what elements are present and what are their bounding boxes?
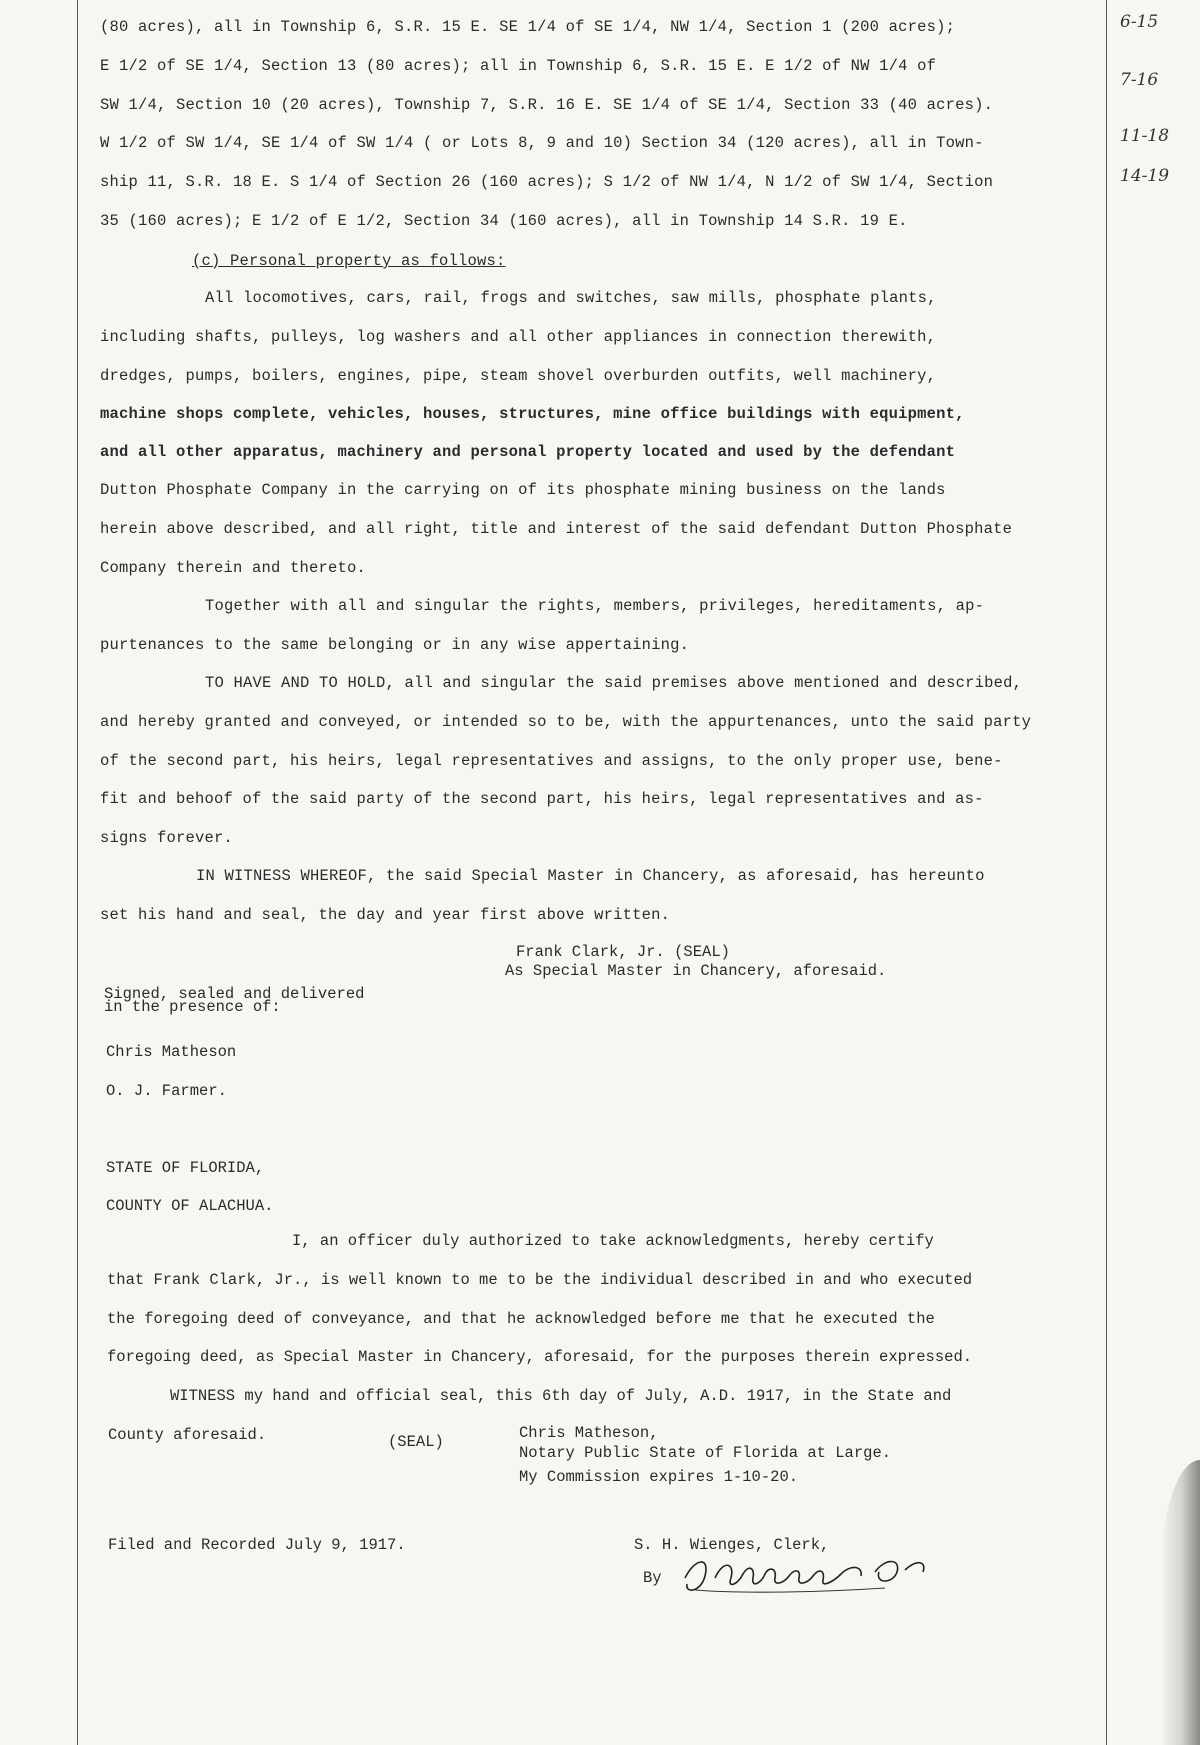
body-line: set his hand and seal, the day and year first above written. <box>100 906 671 924</box>
body-line: purtenances to the same belonging or in any wise appertaining. <box>100 636 690 654</box>
left-margin-rule <box>77 0 78 1745</box>
body-line: ship 11, S.R. 18 E. S 1/4 of Section 26 (160 acres); S 1/2 of NW 1/4, N 1/2 of SW 1/4, Section <box>100 173 994 191</box>
body-line: IN WITNESS WHEREOF, the said Special Master in Chancery, as aforesaid, has hereunto <box>196 867 985 885</box>
signer-title: As Special Master in Chancery, aforesaid. <box>505 962 887 980</box>
body-line: machine shops complete, vehicles, houses, structures, mine office buildings with equipment, <box>100 405 965 423</box>
body-line: including shafts, pulleys, log washers and all other appliances in connection therewith, <box>100 328 937 346</box>
witness-caption-line2: in the presence of: <box>104 998 281 1016</box>
body-line: and all other apparatus, machinery and personal property located and used by the defendant <box>100 443 956 461</box>
section-heading: (c) Personal property as follows: <box>192 252 506 270</box>
body-line: signs forever. <box>100 829 234 847</box>
handwritten-signature <box>665 1548 965 1598</box>
venue-county: COUNTY OF ALACHUA. <box>106 1197 274 1215</box>
body-line: SW 1/4, Section 10 (20 acres), Township 7, S.R. 16 E. SE 1/4 of SE 1/4, Section 33 (40 acres). <box>100 96 994 114</box>
body-line: E 1/2 of SE 1/4, Section 13 (80 acres); all in Township 6, S.R. 15 E. E 1/2 of NW 1/4 of <box>100 57 937 75</box>
acknowledgment-line: I, an officer duly authorized to take acknowledgments, hereby certify <box>292 1232 934 1250</box>
acknowledgment-line: foregoing deed, as Special Master in Chancery, aforesaid, for the purposes therein expressed. <box>107 1348 973 1366</box>
margin-note: 7-16 <box>1120 70 1159 90</box>
body-line: All locomotives, cars, rail, frogs and switches, saw mills, phosphate plants, <box>205 289 937 307</box>
body-line: of the second part, his heirs, legal representatives and assigns, to the only proper use, bene- <box>100 752 1003 770</box>
notary-commission: My Commission expires 1-10-20. <box>519 1468 799 1486</box>
page-curl-shadow <box>1160 1460 1200 1745</box>
body-line: Together with all and singular the rights, members, privileges, hereditaments, ap- <box>205 597 985 615</box>
acknowledgment-line: that Frank Clark, Jr., is well known to me to be the individual described in and who executed <box>107 1271 973 1289</box>
notary-name: Chris Matheson, <box>519 1424 659 1442</box>
filing-record: Filed and Recorded July 9, 1917. <box>108 1536 406 1554</box>
venue-state: STATE OF FLORIDA, <box>106 1159 265 1177</box>
body-line: Dutton Phosphate Company in the carrying on of its phosphate mining business on the lands <box>100 481 946 499</box>
body-line: W 1/2 of SW 1/4, SE 1/4 of SW 1/4 ( or Lots 8, 9 and 10) Section 34 (120 acres), all in Town- <box>100 134 984 152</box>
county-aforesaid: County aforesaid. <box>108 1426 267 1444</box>
witness-name: Chris Matheson <box>106 1043 237 1061</box>
margin-note: 11-18 <box>1120 126 1170 146</box>
acknowledgment-line: the foregoing deed of conveyance, and that he acknowledged before me that he executed the <box>107 1310 935 1328</box>
body-line: 35 (160 acres); E 1/2 of E 1/2, Section 34 (160 acres), all in Township 14 S.R. 19 E. <box>100 212 908 230</box>
signer-name: Frank Clark, Jr. (SEAL) <box>516 943 730 961</box>
by-label: By <box>643 1569 662 1587</box>
margin-note: 14-19 <box>1120 166 1170 186</box>
margin-note: 6-15 <box>1120 12 1159 32</box>
body-line: Company therein and thereto. <box>100 559 367 577</box>
notary-seal: (SEAL) <box>388 1433 444 1451</box>
signature-scribble-icon <box>665 1548 965 1598</box>
body-line: fit and behoof of the said party of the second part, his heirs, legal representatives and as- <box>100 790 984 808</box>
body-line: herein above described, and all right, title and interest of the said defendant Dutton Phosphate <box>100 520 1013 538</box>
witness-name: O. J. Farmer. <box>106 1082 227 1100</box>
body-line: (80 acres), all in Township 6, S.R. 15 E. SE 1/4 of SE 1/4, NW 1/4, Section 1 (200 acres); <box>100 18 956 36</box>
body-line: and hereby granted and conveyed, or intended so to be, with the appurtenances, unto the said party <box>100 713 1032 731</box>
clerk-name: S. H. Wienges, Clerk, <box>634 1536 830 1554</box>
right-margin-rule <box>1106 0 1107 1745</box>
notary-title: Notary Public State of Florida at Large. <box>519 1444 892 1462</box>
body-line: dredges, pumps, boilers, engines, pipe, steam shovel overburden outfits, well machinery, <box>100 367 937 385</box>
body-line: TO HAVE AND TO HOLD, all and singular the said premises above mentioned and described, <box>205 674 1023 692</box>
witness-caption-line1: Signed, sealed and delivered <box>104 985 365 1003</box>
acknowledgment-line: WITNESS my hand and official seal, this 6th day of July, A.D. 1917, in the State and <box>170 1387 952 1405</box>
